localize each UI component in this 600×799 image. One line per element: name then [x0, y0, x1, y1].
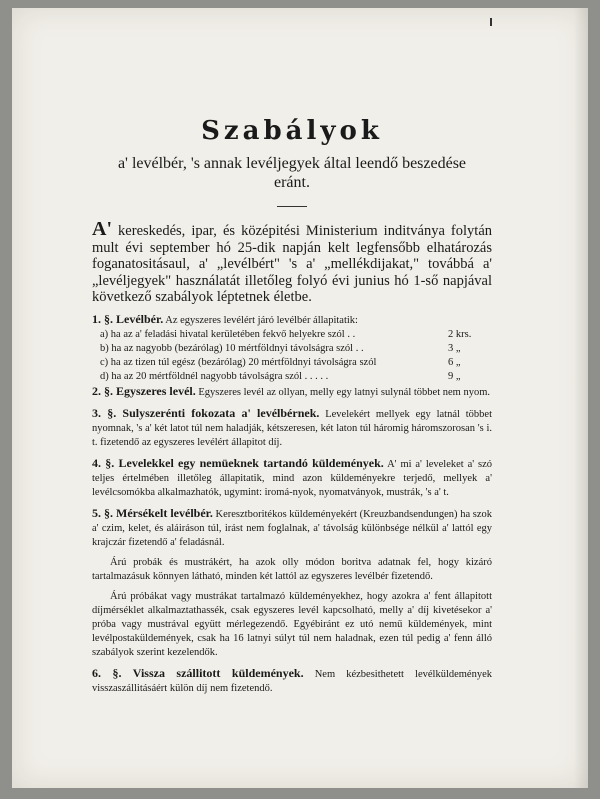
section-3 — [92, 406, 492, 450]
rate-amount: 3 „ — [448, 342, 461, 354]
section-4-heading: 4. §. Levelekkel egy nemüeknek tartandó küldemények. — [92, 455, 384, 470]
section-5-text: Keresztboritékos küldeményekért (Kreuzbandsendungen) ha szok a' czim, kelet, és aláiráson túl, irást nem foglalnak, a' távolság különbsége nélkül a' lattól egy krajczár fizetendő a' feladásnál. — [92, 508, 492, 548]
section-6 — [92, 666, 492, 696]
section-6-heading: 6. §. Vissza szállitott küldemények. — [92, 665, 304, 680]
section-5-paragraph-2: Árú próbákat vagy mustrákat tartalmazó küldeményekhez, hogy azokra a' fent állapitott díjmérséklet alkalmaztathassék, csak egyszeres levél kapcsolható, melly a' díj kivetésekor a' próba vagy mustrával együtt mérlegezendő. Egyébiránt ez utó nemű küldemények, mint levélpostaküldemények, csak ha 16 latnyi súlyt túl nem haladnak, ezen túl pedig a' fenn álló szabályok szerint kezelendők. — [92, 590, 492, 658]
rate-list — [100, 328, 492, 384]
rate-amount: 6 „ — [448, 356, 461, 368]
section-1 — [92, 312, 492, 328]
rate-label: c) ha az tizen túl egész (bezárólag) 20 mértföldnyi távolságra szól — [100, 356, 377, 368]
section-2-text: Egyszeres levél az ollyan, melly egy latnyi sulynál többet nem nyom. — [195, 386, 490, 398]
document-body — [92, 116, 492, 696]
section-5-heading: 5. §. Mérsékelt levélbér. — [92, 505, 213, 520]
rate-amount: 9 „ — [448, 370, 461, 382]
section-5 — [92, 506, 492, 550]
title-divider — [277, 206, 307, 207]
section-1-heading: 1. §. Levélbér. — [92, 311, 164, 326]
intro-paragraph — [92, 218, 492, 306]
section-6-text: Nem kézbesithetett levélküldemények visszaszállitásáért külön díj nem fizetendő. — [92, 668, 493, 694]
intro-drop-letter: A' — [92, 218, 112, 240]
paper-edge-shadow — [574, 8, 588, 788]
section-4 — [92, 456, 492, 500]
section-5-paragraph-1: Árú probák és mustrákért, ha azok olly módon boritva adatnak fel, hogy kizáró tartalmazásuk könnyen látható, minden két lattól az egyszeres levélbér fizetendő. — [92, 556, 492, 582]
rate-item — [100, 328, 492, 342]
rate-amount: 2 krs. — [448, 328, 472, 340]
document-subtitle: a' levélbér, 's annak levéljegyek által leendő beszedése eránt. — [117, 155, 467, 191]
document-page — [12, 8, 588, 788]
section-1-text: Az egyszeres levélért járó levélbér állapitatik: — [163, 314, 358, 326]
rate-label: d) ha az 20 mértföldnél nagyobb távolságra szól . . . . . — [100, 370, 329, 382]
rate-label: a) ha az a' feladási hivatal kerületében fekvő helyekre szól . . — [100, 328, 356, 340]
rate-item — [100, 342, 492, 356]
section-3-text: Levelekért mellyek egy latnál többet nyomnak, 's a' két latot túl nem haladják, kétszeresen, két laton túl háromig háromszorosan 's i. t. fizetendő az egyszeres levélért állapitot díj. — [92, 408, 492, 448]
rate-item — [100, 370, 492, 384]
document-title: Szabályok — [201, 116, 383, 146]
rate-item — [100, 356, 492, 370]
section-4-text: A' mi a' leveleket a' szó teljes értelmében illetőleg állapitatik, mind azon küldeményekre terjedő, mellyek a' levélcsomókba alkalmazhatók, ugymint: iromá-nyok, nyomatványok, mustrák, 's a' t. — [92, 458, 492, 498]
rate-label: b) ha az nagyobb (bezárólag) 10 mértföldnyi távolságra szól . . — [100, 342, 364, 354]
intro-text: kereskedés, ipar, és középitési Ministerium inditványa folytán mult évi september hó 25-dik napján kelt legfensőbb elhatározás foganatositásaul, a' „levélbért" 's a' „mellékdijakat," továbbá a' „levéljegyek" használatát illetőleg folyó évi junius hó 1-ső napjával következő szabályok léptetnek életbe. — [92, 223, 492, 305]
section-2 — [92, 384, 492, 400]
section-2-heading: 2. §. Egyszeres levél. — [92, 383, 196, 398]
section-3-heading: 3. §. Sulyszerénti fokozata a' levélbérnek. — [92, 405, 320, 420]
ink-mark — [490, 18, 492, 26]
